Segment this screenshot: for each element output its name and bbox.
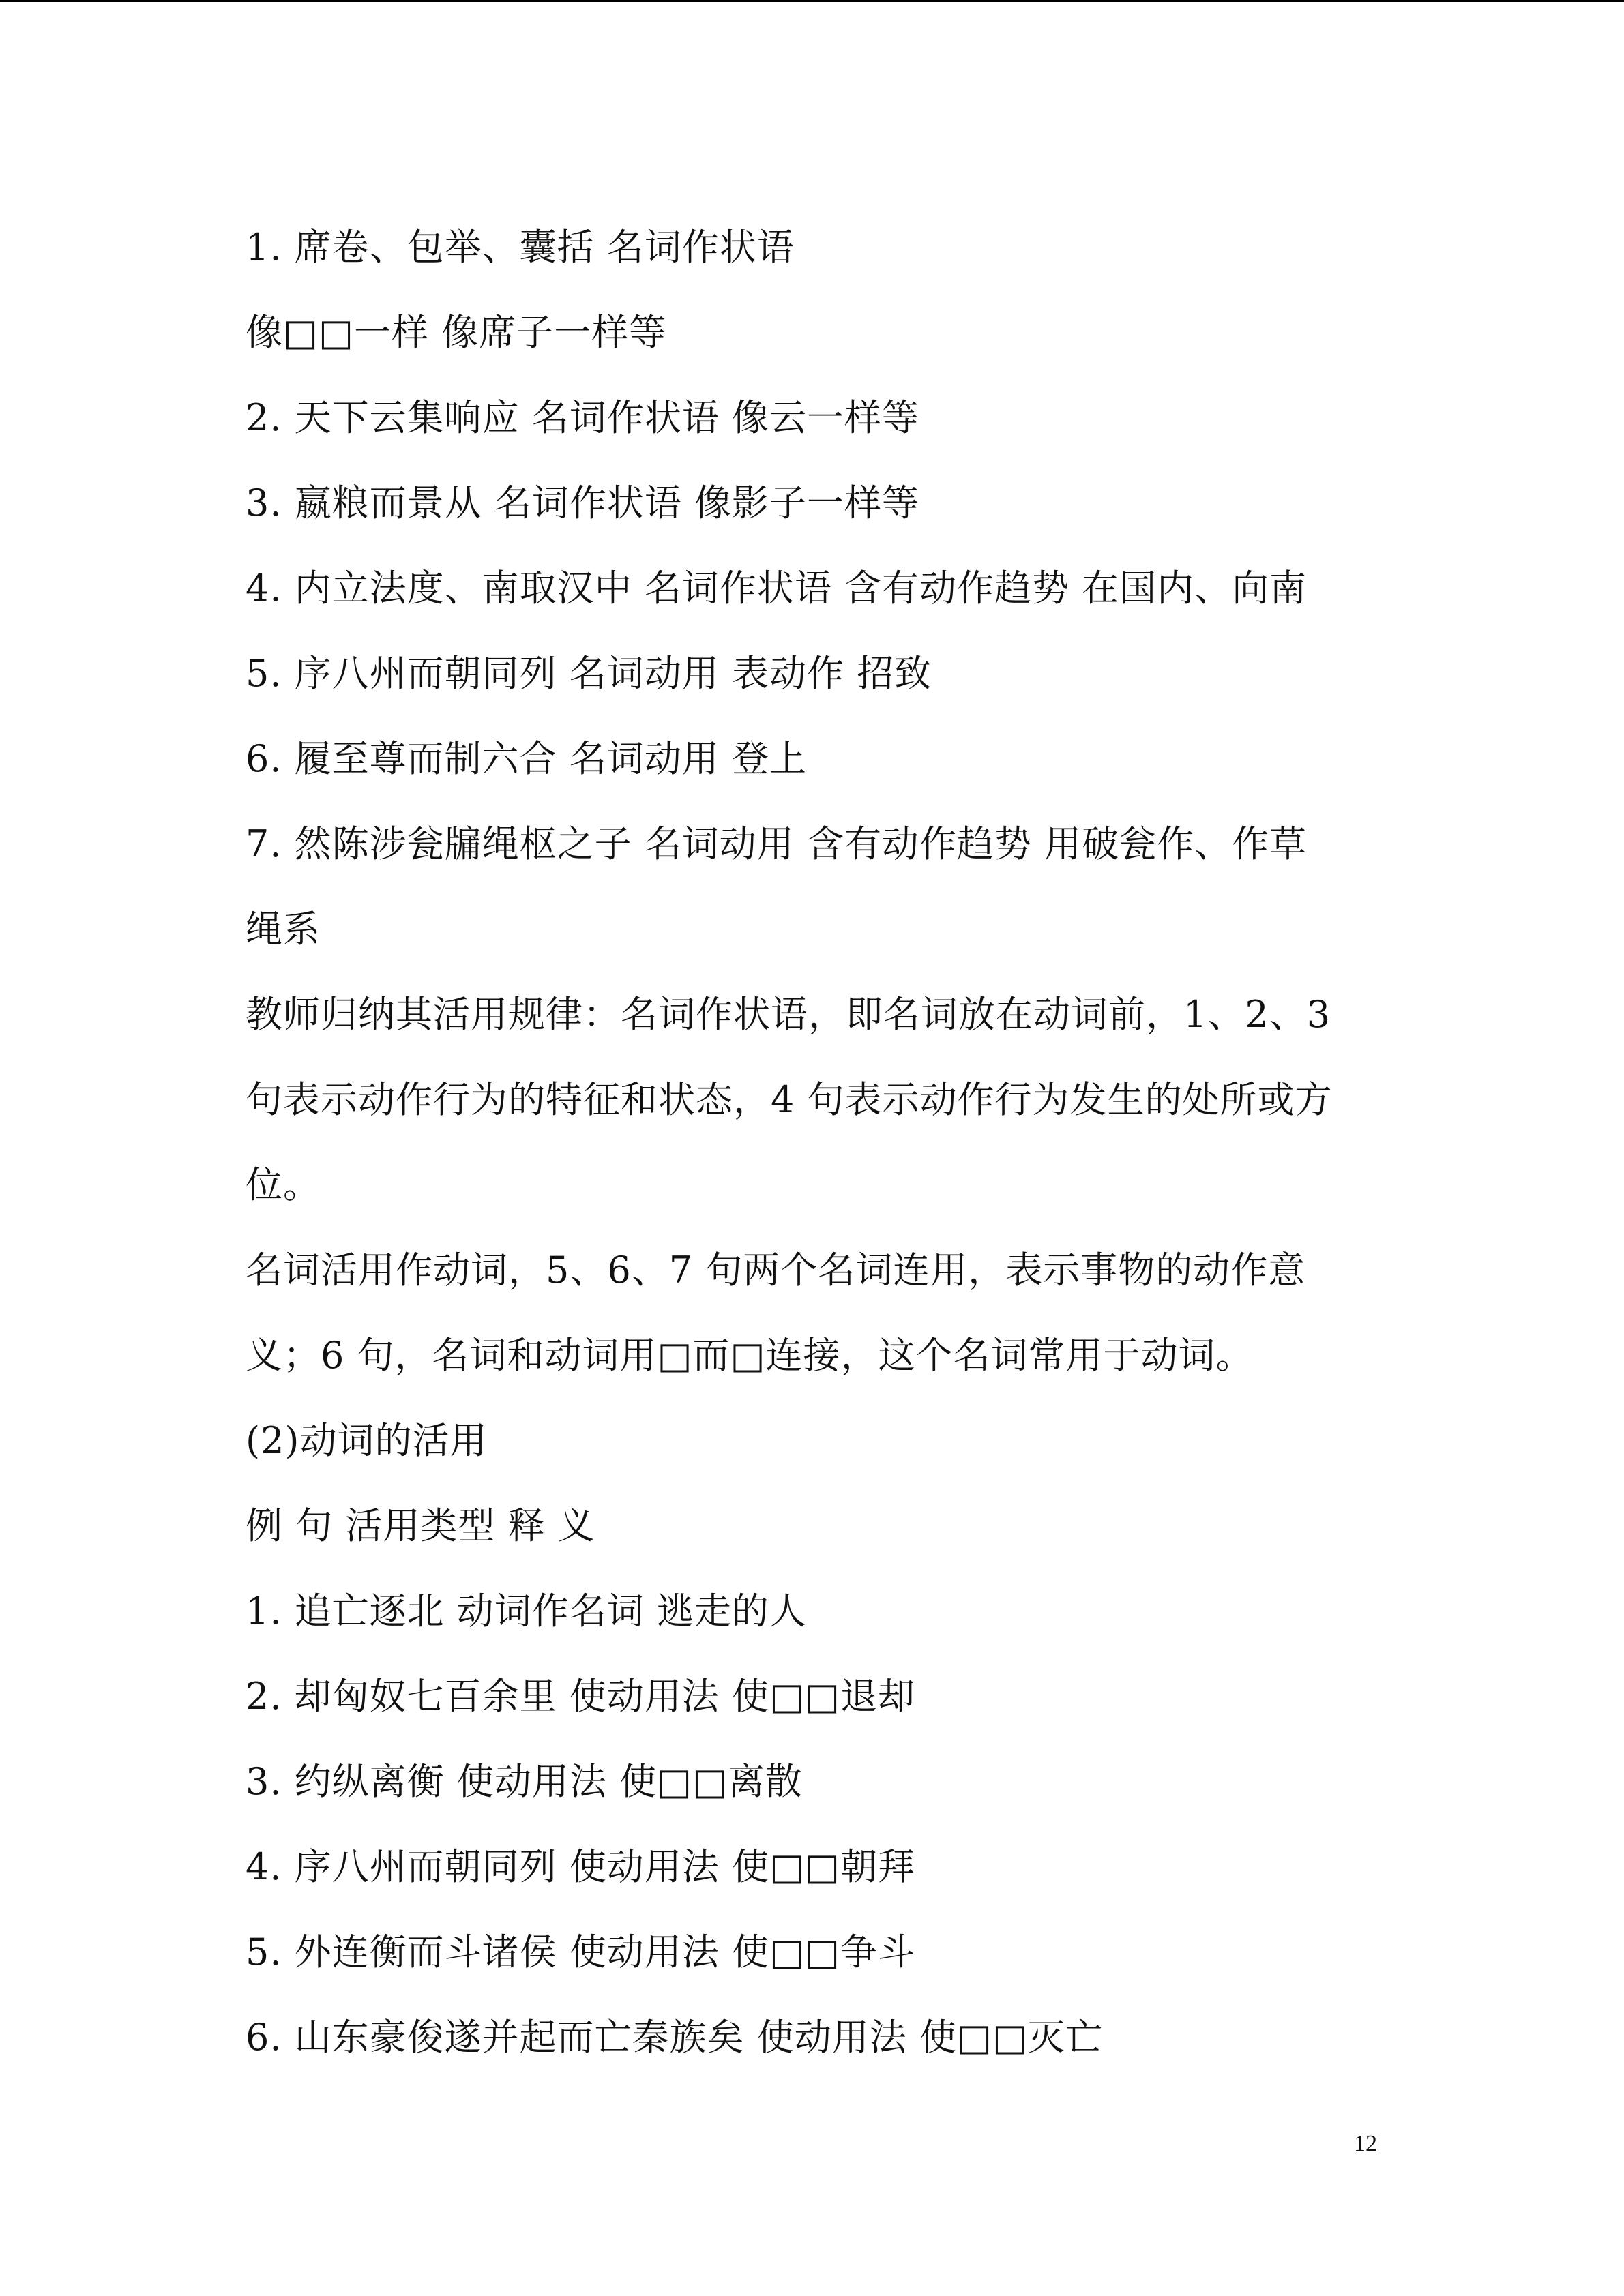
text-line-11: 句表示动作行为的特征和状态，4 句表示动作行为发生的处所或方 xyxy=(246,1078,1333,1121)
text-line-21: 5. 外连衡而斗诸侯 使动用法 使□□争斗 xyxy=(246,1930,916,1973)
text-line-20: 4. 序八州而朝同列 使动用法 使□□朝拜 xyxy=(246,1845,916,1888)
text-line-19: 3. 约纵离衡 使动用法 使□□离散 xyxy=(246,1760,803,1803)
section-heading-verb-usage: (2)动词的活用 xyxy=(246,1419,488,1462)
text-line-14: 义；6 句，名词和动词用□而□连接，这个名词常用于动词。 xyxy=(246,1334,1254,1377)
text-line-12: 位。 xyxy=(246,1163,321,1206)
table-header-line: 例 句 活用类型 释 义 xyxy=(246,1504,595,1547)
text-line-13: 名词活用作动词，5、6、7 句两个名词连用，表示事物的动作意 xyxy=(246,1249,1306,1292)
text-line-7: 6. 履至尊而制六合 名词动用 登上 xyxy=(246,737,808,780)
text-line-5: 4. 内立法度、南取汉中 名词作状语 含有动作趋势 在国内、向南 xyxy=(246,567,1308,610)
text-line-8: 7. 然陈涉瓮牖绳枢之子 名词动用 含有动作趋势 用破瓮作、作草 xyxy=(246,822,1308,865)
document-body xyxy=(246,205,1391,2080)
text-line-9: 绳系 xyxy=(246,908,321,951)
text-line-6: 5. 序八州而朝同列 名词动用 表动作 招致 xyxy=(246,652,932,695)
text-line-22: 6. 山东豪俊遂并起而亡秦族矣 使动用法 使□□灭亡 xyxy=(246,2016,1104,2059)
text-line-17: 1. 追亡逐北 动词作名词 逃走的人 xyxy=(246,1590,808,1632)
text-line-10: 教师归纳其活用规律：名词作状语，即名词放在动词前，1、2、3 xyxy=(246,993,1331,1036)
text-line-2: 像□□一样 像席子一样等 xyxy=(246,311,667,354)
text-line-3: 2. 天下云集响应 名词作状语 像云一样等 xyxy=(246,396,920,439)
page-number: 12 xyxy=(1354,2131,1377,2156)
text-line-1: 1. 席卷、包举、囊括 名词作状语 xyxy=(246,226,795,269)
text-line-4: 3. 嬴粮而景从 名词作状语 像影子一样等 xyxy=(246,481,920,524)
page-top-border xyxy=(0,0,1624,2)
text-line-18: 2. 却匈奴七百余里 使动用法 使□□退却 xyxy=(246,1675,916,1718)
